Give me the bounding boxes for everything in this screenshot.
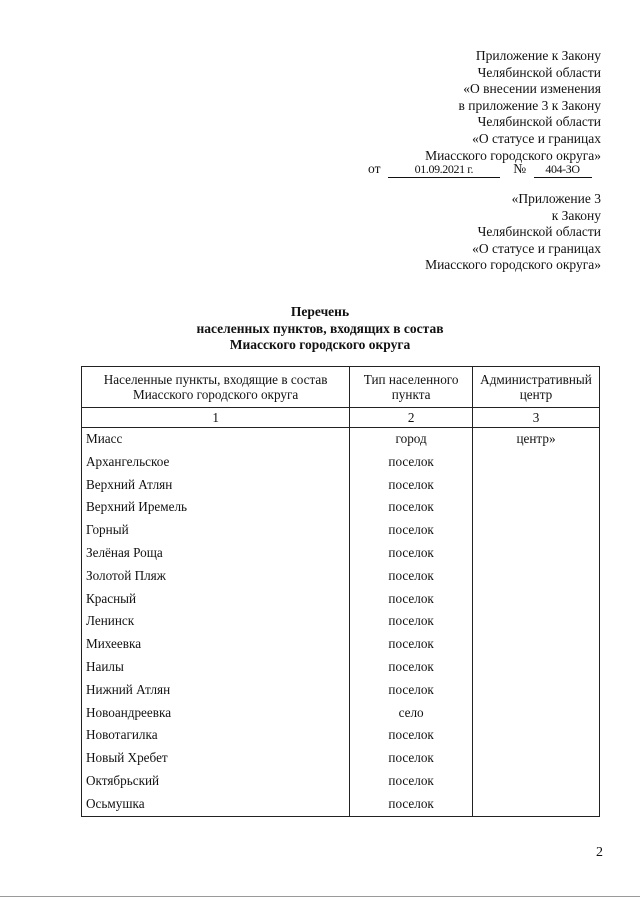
settlement-name-cell: Зелёная Роща [82, 542, 350, 565]
appendix-quoted-line: «Приложение 3 [511, 191, 601, 206]
appendix-header-line: «О статусе и границах [472, 130, 601, 146]
appendix-header-line: Челябинской области [477, 114, 601, 130]
settlement-type-cell: поселок [350, 588, 473, 611]
settlement-type-cell: поселок [350, 633, 473, 656]
bottom-divider [0, 896, 640, 897]
appendix-header-line: Миасского городского округа» [425, 147, 601, 163]
settlement-type-cell: село [350, 702, 473, 725]
settlement-type-cell: поселок [350, 770, 473, 793]
header-settlements: Населенные пункты, входящие в состав Миасского городского округа [82, 367, 350, 408]
appendix-quoted-line: Челябинской области [477, 224, 601, 240]
admin-center-cell [473, 724, 600, 747]
appendix-header-line: в приложение 3 к Закону [458, 97, 601, 113]
table-row [82, 496, 600, 519]
column-number-row [82, 408, 600, 428]
admin-center-cell [473, 610, 600, 633]
table-row [82, 588, 600, 611]
settlement-type-cell: поселок [350, 679, 473, 702]
admin-center-cell [473, 542, 600, 565]
settlement-name-cell: Михеевка [82, 633, 350, 656]
settlement-name-cell: Золотой Пляж [82, 565, 350, 588]
table-row [82, 519, 600, 542]
admin-center-cell [473, 633, 600, 656]
admin-center-cell: центр» [473, 428, 600, 451]
table-row [82, 565, 600, 588]
appendix-header [341, 48, 601, 164]
settlement-name-cell: Миасс [82, 428, 350, 451]
admin-center-cell [473, 519, 600, 542]
appendix-quoted-line: Миасского городского округа» [425, 257, 601, 273]
page-number: 2 [596, 845, 603, 860]
settlement-name-cell: Октябрьский [82, 770, 350, 793]
appendix-header-line: Приложение к Закону [475, 48, 601, 63]
table-row [82, 633, 600, 656]
settlement-name-cell: Нижний Атлян [82, 679, 350, 702]
appendix-header-line: Челябинской области [477, 64, 601, 80]
settlement-type-cell: город [350, 428, 473, 451]
admin-center-cell [473, 793, 600, 816]
table-row [82, 747, 600, 770]
settlements-table [81, 366, 600, 817]
admin-center-cell [473, 474, 600, 497]
table-row [82, 474, 600, 497]
settlement-type-cell: поселок [350, 724, 473, 747]
table-row [82, 724, 600, 747]
admin-center-cell [473, 565, 600, 588]
settlement-name-cell: Осьмушка [82, 793, 350, 816]
settlement-type-cell: поселок [350, 496, 473, 519]
column-number: 3 [473, 408, 600, 428]
law-date: 01.09.2021 г. [388, 161, 500, 178]
header-admin-center: Административный центр [473, 367, 600, 408]
settlement-type-cell: поселок [350, 610, 473, 633]
admin-center-cell [473, 702, 600, 725]
table-body [82, 428, 600, 817]
table-row [82, 679, 600, 702]
settlement-name-cell: Красный [82, 588, 350, 611]
appendix-quoted [341, 191, 601, 274]
number-label: № [513, 161, 527, 176]
header-type: Тип населенного пункта [350, 367, 473, 408]
settlement-type-cell: поселок [350, 565, 473, 588]
table-row [82, 542, 600, 565]
table-row [82, 793, 600, 816]
appendix-quoted-line: к Закону [551, 207, 601, 223]
settlement-name-cell: Новотагилка [82, 724, 350, 747]
admin-center-cell [473, 451, 600, 474]
admin-center-cell [473, 770, 600, 793]
settlement-type-cell: поселок [350, 747, 473, 770]
from-label: от [368, 161, 381, 176]
admin-center-cell [473, 496, 600, 519]
table-row [82, 656, 600, 679]
settlement-type-cell: поселок [350, 656, 473, 679]
settlement-name-cell: Наилы [82, 656, 350, 679]
settlement-type-cell: поселок [350, 542, 473, 565]
table-header-row [82, 367, 600, 408]
settlement-name-cell: Архангельское [82, 451, 350, 474]
table-row [82, 451, 600, 474]
document-title [0, 304, 640, 354]
settlement-name-cell: Верхний Иремель [82, 496, 350, 519]
settlement-type-cell: поселок [350, 519, 473, 542]
appendix-quoted-line: «О статусе и границах [472, 240, 601, 256]
column-number: 1 [82, 408, 350, 428]
settlement-type-cell: поселок [350, 474, 473, 497]
settlement-type-cell: поселок [350, 793, 473, 816]
table-row [82, 770, 600, 793]
admin-center-cell [473, 588, 600, 611]
settlement-name-cell: Новоандреевка [82, 702, 350, 725]
title-line: Перечень [290, 304, 350, 319]
column-number: 2 [350, 408, 473, 428]
settlement-name-cell: Верхний Атлян [82, 474, 350, 497]
admin-center-cell [473, 679, 600, 702]
admin-center-cell [473, 656, 600, 679]
table-row [82, 610, 600, 633]
settlement-name-cell: Горный [82, 519, 350, 542]
settlement-type-cell: поселок [350, 451, 473, 474]
title-line: Миасского городского округа [229, 337, 411, 352]
settlement-name-cell: Ленинск [82, 610, 350, 633]
table-row [82, 702, 600, 725]
law-number: 404-ЗО [534, 161, 592, 178]
table-row [82, 428, 600, 451]
admin-center-cell [473, 747, 600, 770]
title-line: населенных пунктов, входящих в состав [196, 320, 444, 336]
settlement-name-cell: Новый Хребет [82, 747, 350, 770]
law-date-number-line [368, 161, 592, 178]
appendix-header-line: «О внесении изменения [463, 81, 601, 97]
